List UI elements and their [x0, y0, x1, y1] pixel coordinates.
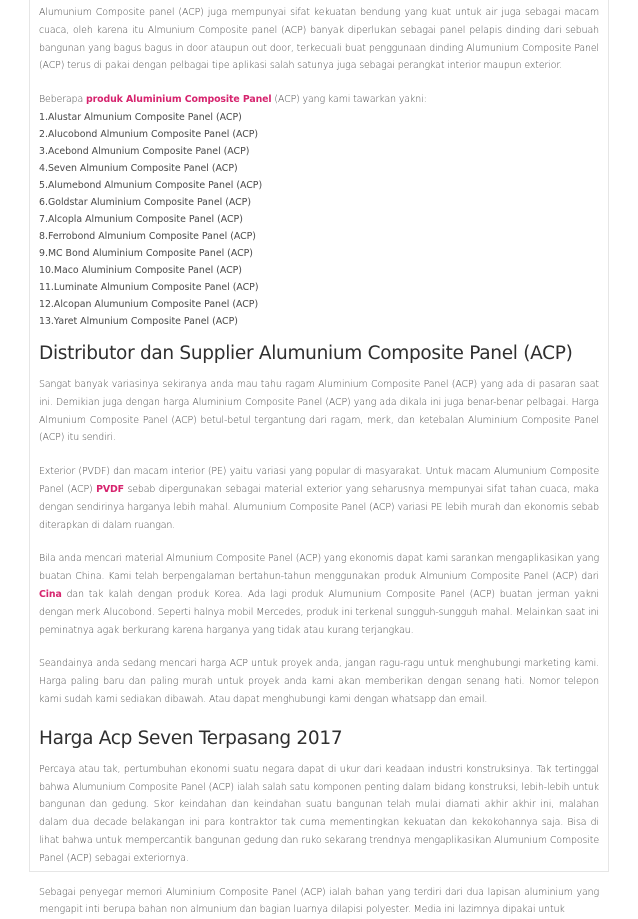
list-item: 11.Luminate Almunium Composite Panel (ACP) — [39, 281, 259, 293]
harga-paragraph-2: Sebagai penyegar memori Aluminium Composite Panel (ACP) ialah bahan yang terdiri dari dua lapisan aluminium yang mengapit inti berupa bahan non almunium dan bagian luarnya dilapisi polyester. Media ini lazimnya dipakai untuk — [39, 886, 599, 916]
intro-paragraph: Alumunium Composite panel (ACP) juga mempunyai sifat kekuatan bendung yang kuat untuk air juga sebagai macam cuaca, oleh karena itu Almunium Composite panel (ACP) banyak diperlukan sebagai panel pelapis dinding dari sebuah bangunan yang bagus bagus in door ataupun out door, terkecuali buat penggunaan dinding Alumunium Composite Panel (ACP) terus di pakai dengan pelbagai tipe aplikasi salah satunya juga sebagai perangkat interior maupun exterior. — [39, 7, 599, 72]
list-item: 4.Seven Almunium Composite Panel (ACP) — [39, 162, 238, 174]
section-heading-harga: Harga Acp Seven Terpasang 2017 — [39, 727, 343, 749]
list-item: 7.Alcopla Almunium Composite Panel (ACP) — [39, 213, 243, 225]
list-item: 8.Ferrobond Almunium Composite Panel (ACP) — [39, 230, 256, 242]
distributor-paragraph-1: Sangat banyak variasinya sekiranya anda mau tahu ragam Aluminium Composite Panel (ACP) yang ada di pasaran saat ini. Demikian juga dengan harga Aluminium Composite Panel (ACP) yang ada dikala ini juga benar-benar pelbagai. Harga Almunium Composite Panel (ACP) betul-betul tergantung dari ragam, merk, dan ketebalan Aluminium Composite Panel (ACP) itu sendiri. — [39, 378, 599, 444]
product-intro-before: Beberapa — [39, 94, 87, 106]
list-item: 12.Alcopan Alumunium Composite Panel (ACP) — [39, 298, 259, 310]
article-content — [30, 0, 608, 919]
list-item: 1.Alustar Almunium Composite Panel (ACP) — [39, 111, 242, 123]
product-list — [39, 109, 599, 330]
cina-link[interactable]: Cina — [39, 588, 62, 600]
distributor-paragraph-2 — [39, 463, 599, 534]
list-item: 10.Maco Aluminium Composite Panel (ACP) — [39, 264, 242, 276]
distributor-p3-before: Bila anda mencari material Almunium Composite Panel (ACP) yang ekonomis dapat kami sarankan mengaplikasikan yang buatan China. Kami telah berpengalaman bertahun-tahun menggunakan produk Almunium Composite Panel (ACP) dari — [39, 553, 599, 583]
document-page — [29, 0, 609, 916]
list-item: 2.Alucobond Almunium Composite Panel (ACP) — [39, 128, 259, 140]
distributor-p3-after: dan tak kalah dengan produk Korea. Ada lagi produk Alumunium Composite Panel (ACP) buatan jerman yakni dengan merk Alucobond. Seperti halnya mobil Mercedes, produk ini terkenal sungguh-sungguh mahal. Melainkan saat ini peminatnya agak berkurang karena harganya yang tidak atau kurang terjangkau. — [39, 588, 599, 636]
distributor-paragraph-4: Seandainya anda sedang mencari harga ACP untuk proyek anda, jangan ragu-ragu untuk menghubungi marketing kami. Harga paling baru dan paling murah untuk proyek anda kami akan memberikan dengan senang hati. Nomor telepon kami sudah kami sediakan dibawah. Atau dapat menghubungi kami dengan whatsapp dan email. — [39, 658, 599, 705]
harga-paragraph-1: Percaya atau tak, pertumbuhan ekonomi suatu negara dapat di ukur dari keadaan industri konstruksinya. Tak tertinggal bahwa Alumunium Composite Panel (ACP) ialah salah satu komponen penting dalam bidang konstruksi, lebih-lebih untuk bangunan dan gedung. Skor keindahan dan keindahan suatu bangunan telah mulai diamati akhir akhir ini, malahan dalam dua decade belakangan ini para kontraktor tak cuma mementingkan kekuatan dan kekokohannya saja. Bisa di lihat bahwa untuk mempercantik bangunan gedung dan ruko sekarang trendnya mengaplikasikan Alumunium Composite Panel (ACP) sebagai exteriornya. — [39, 763, 599, 864]
list-item: 3.Acebond Almunium Composite Panel (ACP) — [39, 145, 250, 157]
product-intro-line — [39, 91, 599, 109]
distributor-p2-before: Exterior (PVDF) dan macam interior (PE) yaitu variasi yang popular di masyarakat. Untuk macam Alumunium Composite Panel (ACP) — [39, 466, 599, 495]
list-item: 9.MC Bond Aluminium Composite Panel (ACP) — [39, 247, 253, 259]
list-item: 5.Alumebond Almunium Composite Panel (ACP) — [39, 179, 263, 191]
list-item: 6.Goldstar Aluminium Composite Panel (ACP) — [39, 196, 251, 208]
distributor-p2-after: sebab dipergunakan sebagai material exterior yang seharusnya mempunyai sifat tahan cuaca, maka dengan sendirinya harganya lebih mahal. Alumunium Composite Panel (ACP) variasi PE lebih murah dan ekonomis sebab diterapkan di dalam ruangan. — [39, 483, 599, 531]
product-link[interactable]: produk Aluminium Composite Panel — [86, 94, 272, 106]
list-item: 13.Yaret Almunium Composite Panel (ACP) — [39, 315, 238, 327]
distributor-paragraph-3 — [39, 550, 599, 639]
pvdf-link[interactable]: PVDF — [96, 483, 124, 495]
section-heading-distributor: Distributor dan Supplier Alumunium Composite Panel (ACP) — [39, 342, 573, 364]
product-intro-after: (ACP) yang kami tawarkan yakni: — [271, 94, 427, 106]
